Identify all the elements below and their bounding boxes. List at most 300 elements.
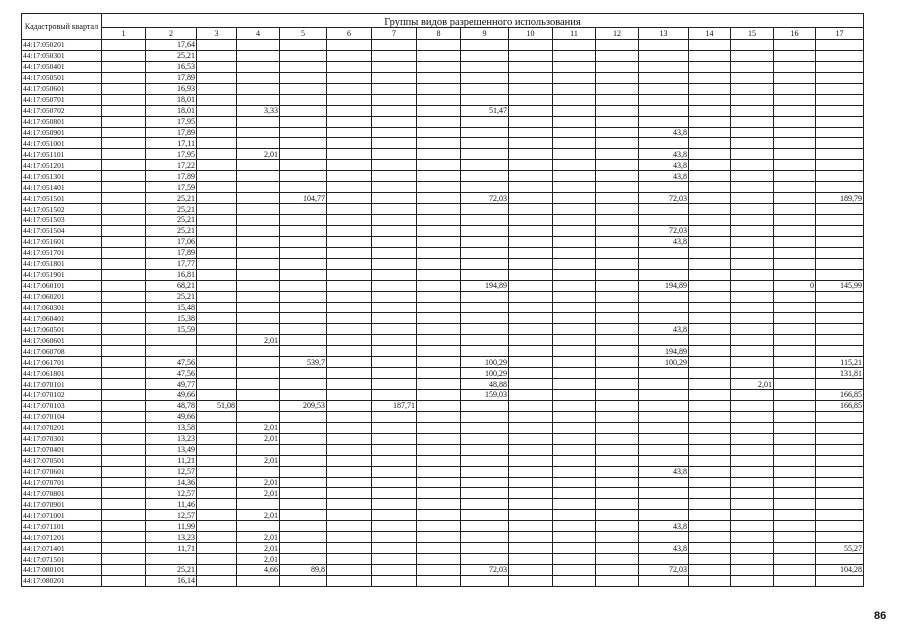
table-row [22,204,864,215]
value-cell-col-17: 131,81 [816,368,864,379]
table-row [22,302,864,313]
table-row [22,379,864,390]
value-cell-col-17 [816,160,864,171]
value-cell-col-1 [102,422,146,433]
value-cell-col-11 [553,532,596,543]
value-cell-col-10 [509,324,553,335]
value-cell-col-12 [596,204,639,215]
table-row [22,247,864,258]
value-cell-col-12 [596,324,639,335]
value-cell-col-14 [689,575,731,586]
value-cell-col-7 [372,335,417,346]
value-cell-col-7 [372,182,417,193]
value-cell-col-15 [731,346,774,357]
cadastral-quarter-cell: 44:17:060201 [22,291,102,302]
value-cell-col-14 [689,357,731,368]
value-cell-col-2: 17,59 [146,182,197,193]
value-cell-col-5 [280,149,327,160]
table-row [22,50,864,61]
value-cell-col-7 [372,40,417,51]
value-cell-col-16 [774,444,816,455]
value-cell-col-10 [509,215,553,226]
value-cell-col-9: 159,03 [461,390,509,401]
value-cell-col-14 [689,61,731,72]
value-cell-col-3 [197,61,237,72]
value-cell-col-5 [280,324,327,335]
cadastral-quarter-cell: 44:17:051502 [22,204,102,215]
value-cell-col-16 [774,543,816,554]
table-row [22,477,864,488]
cadastral-quarter-cell: 44:17:070104 [22,411,102,422]
value-cell-col-1 [102,543,146,554]
value-cell-col-13 [639,433,689,444]
value-cell-col-9 [461,72,509,83]
value-cell-col-6 [327,291,372,302]
value-cell-col-13: 43,8 [639,127,689,138]
value-cell-col-7 [372,466,417,477]
value-cell-col-6 [327,433,372,444]
value-cell-col-12 [596,543,639,554]
land-use-table [21,13,864,587]
value-cell-col-10 [509,269,553,280]
value-cell-col-8 [417,105,461,116]
value-cell-col-15 [731,171,774,182]
cadastral-quarter-cell: 44:17:050501 [22,72,102,83]
value-cell-col-17 [816,182,864,193]
value-cell-col-14 [689,50,731,61]
value-cell-col-4: 2,01 [237,532,280,543]
value-cell-col-15 [731,302,774,313]
value-cell-col-10 [509,291,553,302]
value-cell-col-4: 2,01 [237,422,280,433]
value-cell-col-7 [372,422,417,433]
value-cell-col-10 [509,83,553,94]
value-cell-col-8 [417,488,461,499]
value-cell-col-3 [197,269,237,280]
value-cell-col-11 [553,94,596,105]
value-cell-col-10 [509,313,553,324]
value-cell-col-3 [197,477,237,488]
value-cell-col-5 [280,182,327,193]
value-cell-col-2: 18,01 [146,94,197,105]
value-cell-col-11 [553,488,596,499]
value-cell-col-15 [731,575,774,586]
value-cell-col-16 [774,127,816,138]
value-cell-col-5 [280,302,327,313]
value-cell-col-13 [639,532,689,543]
value-cell-col-10 [509,488,553,499]
value-cell-col-1 [102,444,146,455]
value-cell-col-12 [596,532,639,543]
value-cell-col-5 [280,204,327,215]
column-number-6: 6 [327,28,372,40]
value-cell-col-16 [774,335,816,346]
value-cell-col-8 [417,61,461,72]
value-cell-col-17 [816,521,864,532]
value-cell-col-14 [689,225,731,236]
value-cell-col-16 [774,575,816,586]
value-cell-col-17 [816,105,864,116]
value-cell-col-15 [731,61,774,72]
value-cell-col-5 [280,411,327,422]
value-cell-col-4 [237,269,280,280]
value-cell-col-14 [689,510,731,521]
value-cell-col-15 [731,105,774,116]
value-cell-col-7 [372,543,417,554]
value-cell-col-2: 49,66 [146,390,197,401]
value-cell-col-1 [102,466,146,477]
value-cell-col-12 [596,182,639,193]
value-cell-col-13 [639,510,689,521]
value-cell-col-8 [417,171,461,182]
value-cell-col-3 [197,390,237,401]
value-cell-col-17 [816,554,864,565]
value-cell-col-6 [327,324,372,335]
value-cell-col-9 [461,127,509,138]
value-cell-col-5 [280,477,327,488]
value-cell-col-12 [596,565,639,576]
value-cell-col-9 [461,215,509,226]
value-cell-col-7 [372,236,417,247]
value-cell-col-1 [102,149,146,160]
value-cell-col-1 [102,269,146,280]
value-cell-col-15 [731,116,774,127]
value-cell-col-8 [417,127,461,138]
cadastral-quarter-cell: 44:17:070701 [22,477,102,488]
value-cell-col-13 [639,575,689,586]
value-cell-col-9 [461,138,509,149]
value-cell-col-12 [596,411,639,422]
value-cell-col-17 [816,127,864,138]
column-numbers-row [22,28,864,40]
value-cell-col-3 [197,50,237,61]
value-cell-col-13: 194,89 [639,346,689,357]
value-cell-col-17 [816,422,864,433]
cadastral-quarter-cell: 44:17:070102 [22,390,102,401]
value-cell-col-1 [102,477,146,488]
value-cell-col-4: 2,01 [237,433,280,444]
value-cell-col-6 [327,411,372,422]
value-cell-col-4 [237,247,280,258]
value-cell-col-11 [553,400,596,411]
value-cell-col-5: 539,7 [280,357,327,368]
value-cell-col-13 [639,94,689,105]
value-cell-col-7 [372,433,417,444]
value-cell-col-13: 72,03 [639,193,689,204]
value-cell-col-4: 2,01 [237,477,280,488]
value-cell-col-12 [596,357,639,368]
value-cell-col-13 [639,138,689,149]
value-cell-col-3 [197,499,237,510]
value-cell-col-9 [461,50,509,61]
value-cell-col-17: 115,21 [816,357,864,368]
value-cell-col-7 [372,94,417,105]
value-cell-col-3 [197,510,237,521]
value-cell-col-3 [197,368,237,379]
value-cell-col-12 [596,368,639,379]
table-row [22,258,864,269]
value-cell-col-15 [731,324,774,335]
value-cell-col-15 [731,488,774,499]
value-cell-col-13 [639,400,689,411]
table-row [22,335,864,346]
value-cell-col-12 [596,575,639,586]
value-cell-col-10 [509,149,553,160]
value-cell-col-14 [689,466,731,477]
value-cell-col-13: 43,8 [639,466,689,477]
value-cell-col-6 [327,83,372,94]
value-cell-col-7 [372,411,417,422]
value-cell-col-11 [553,565,596,576]
value-cell-col-13 [639,72,689,83]
value-cell-col-17 [816,488,864,499]
value-cell-col-7 [372,313,417,324]
value-cell-col-4 [237,357,280,368]
value-cell-col-11 [553,171,596,182]
value-cell-col-1 [102,280,146,291]
value-cell-col-10 [509,72,553,83]
value-cell-col-11 [553,182,596,193]
value-cell-col-8 [417,138,461,149]
value-cell-col-4 [237,204,280,215]
value-cell-col-10 [509,575,553,586]
value-cell-col-2: 17,64 [146,40,197,51]
value-cell-col-11 [553,324,596,335]
value-cell-col-4 [237,94,280,105]
value-cell-col-2: 25,21 [146,50,197,61]
value-cell-col-9: 72,03 [461,565,509,576]
value-cell-col-14 [689,368,731,379]
value-cell-col-1 [102,554,146,565]
cadastral-quarter-cell: 44:17:050901 [22,127,102,138]
cadastral-quarter-cell: 44:17:050401 [22,61,102,72]
value-cell-col-10 [509,444,553,455]
value-cell-col-4: 2,01 [237,455,280,466]
value-cell-col-3 [197,575,237,586]
value-cell-col-3 [197,291,237,302]
value-cell-col-13: 43,8 [639,160,689,171]
value-cell-col-9 [461,269,509,280]
value-cell-col-4 [237,116,280,127]
value-cell-col-15 [731,411,774,422]
value-cell-col-11 [553,335,596,346]
value-cell-col-12 [596,215,639,226]
table-row [22,280,864,291]
value-cell-col-15 [731,400,774,411]
value-cell-col-15 [731,247,774,258]
value-cell-col-11 [553,149,596,160]
table-row [22,149,864,160]
value-cell-col-8 [417,411,461,422]
value-cell-col-14 [689,379,731,390]
value-cell-col-14 [689,313,731,324]
value-cell-col-1 [102,236,146,247]
value-cell-col-2: 68,21 [146,280,197,291]
value-cell-col-14 [689,204,731,215]
column-number-11: 11 [553,28,596,40]
value-cell-col-10 [509,280,553,291]
value-cell-col-12 [596,554,639,565]
value-cell-col-15 [731,258,774,269]
value-cell-col-4: 2,01 [237,554,280,565]
value-cell-col-7: 187,71 [372,400,417,411]
value-cell-col-13 [639,269,689,280]
table-row [22,160,864,171]
value-cell-col-7 [372,379,417,390]
value-cell-col-10 [509,138,553,149]
value-cell-col-17 [816,40,864,51]
cadastral-quarter-cell: 44:17:070201 [22,422,102,433]
value-cell-col-3 [197,171,237,182]
value-cell-col-9 [461,488,509,499]
value-cell-col-16 [774,61,816,72]
value-cell-col-6 [327,171,372,182]
column-number-14: 14 [689,28,731,40]
cadastral-quarter-cell: 44:17:070101 [22,379,102,390]
value-cell-col-5 [280,510,327,521]
value-cell-col-16 [774,291,816,302]
cadastral-quarter-cell: 44:17:060401 [22,313,102,324]
value-cell-col-6 [327,422,372,433]
value-cell-col-5 [280,247,327,258]
value-cell-col-10 [509,368,553,379]
value-cell-col-9 [461,543,509,554]
cadastral-quarter-cell: 44:17:071501 [22,554,102,565]
value-cell-col-12 [596,466,639,477]
table-row [22,236,864,247]
value-cell-col-11 [553,466,596,477]
table-row [22,422,864,433]
value-cell-col-4 [237,258,280,269]
value-cell-col-4 [237,236,280,247]
cadastral-quarter-cell: 44:17:061801 [22,368,102,379]
value-cell-col-13: 43,8 [639,521,689,532]
value-cell-col-1 [102,94,146,105]
value-cell-col-3 [197,379,237,390]
value-cell-col-15 [731,477,774,488]
value-cell-col-11 [553,510,596,521]
value-cell-col-17 [816,346,864,357]
value-cell-col-10 [509,247,553,258]
value-cell-col-8 [417,50,461,61]
value-cell-col-8 [417,204,461,215]
value-cell-col-9: 100,29 [461,357,509,368]
value-cell-col-13 [639,50,689,61]
value-cell-col-17 [816,335,864,346]
value-cell-col-8 [417,247,461,258]
value-cell-col-16 [774,116,816,127]
value-cell-col-5 [280,83,327,94]
cadastral-quarter-cell: 44:17:051501 [22,193,102,204]
value-cell-col-12 [596,50,639,61]
value-cell-col-12 [596,510,639,521]
value-cell-col-1 [102,379,146,390]
value-cell-col-11 [553,313,596,324]
value-cell-col-5 [280,105,327,116]
value-cell-col-7 [372,291,417,302]
value-cell-col-12 [596,225,639,236]
value-cell-col-16 [774,193,816,204]
value-cell-col-17 [816,171,864,182]
table-body [22,40,864,587]
value-cell-col-15 [731,269,774,280]
value-cell-col-7 [372,269,417,280]
value-cell-col-11 [553,247,596,258]
value-cell-col-8 [417,444,461,455]
value-cell-col-17: 189,79 [816,193,864,204]
value-cell-col-12 [596,247,639,258]
value-cell-col-14 [689,193,731,204]
value-cell-col-17 [816,499,864,510]
value-cell-col-7 [372,357,417,368]
value-cell-col-8 [417,455,461,466]
value-cell-col-9 [461,258,509,269]
value-cell-col-2: 16,93 [146,83,197,94]
table-row [22,225,864,236]
cadastral-quarter-cell: 44:17:060501 [22,324,102,335]
value-cell-col-6 [327,160,372,171]
value-cell-col-5 [280,543,327,554]
value-cell-col-1 [102,116,146,127]
value-cell-col-6 [327,565,372,576]
value-cell-col-7 [372,171,417,182]
value-cell-col-6 [327,225,372,236]
value-cell-col-6 [327,390,372,401]
value-cell-col-17 [816,324,864,335]
value-cell-col-13 [639,422,689,433]
value-cell-col-11 [553,543,596,554]
value-cell-col-1 [102,411,146,422]
value-cell-col-8 [417,510,461,521]
value-cell-col-14 [689,422,731,433]
column-number-1: 1 [102,28,146,40]
value-cell-col-14 [689,521,731,532]
value-cell-col-2: 12,57 [146,488,197,499]
value-cell-col-16 [774,411,816,422]
value-cell-col-6 [327,532,372,543]
value-cell-col-5 [280,499,327,510]
value-cell-col-8 [417,324,461,335]
value-cell-col-13 [639,105,689,116]
value-cell-col-7 [372,554,417,565]
value-cell-col-6 [327,510,372,521]
value-cell-col-16 [774,532,816,543]
value-cell-col-13 [639,488,689,499]
value-cell-col-8 [417,390,461,401]
value-cell-col-1 [102,72,146,83]
value-cell-col-16 [774,466,816,477]
value-cell-col-15 [731,510,774,521]
value-cell-col-6 [327,40,372,51]
value-cell-col-6 [327,94,372,105]
value-cell-col-9: 72,03 [461,193,509,204]
value-cell-col-9 [461,225,509,236]
value-cell-col-2: 25,21 [146,225,197,236]
value-cell-col-9: 48,88 [461,379,509,390]
value-cell-col-3 [197,488,237,499]
value-cell-col-12 [596,94,639,105]
value-cell-col-16 [774,138,816,149]
value-cell-col-13: 100,29 [639,357,689,368]
value-cell-col-13 [639,554,689,565]
value-cell-col-8 [417,94,461,105]
value-cell-col-2: 13,49 [146,444,197,455]
value-cell-col-3 [197,182,237,193]
value-cell-col-13 [639,368,689,379]
value-cell-col-4 [237,280,280,291]
value-cell-col-10 [509,105,553,116]
value-cell-col-2: 49,66 [146,411,197,422]
